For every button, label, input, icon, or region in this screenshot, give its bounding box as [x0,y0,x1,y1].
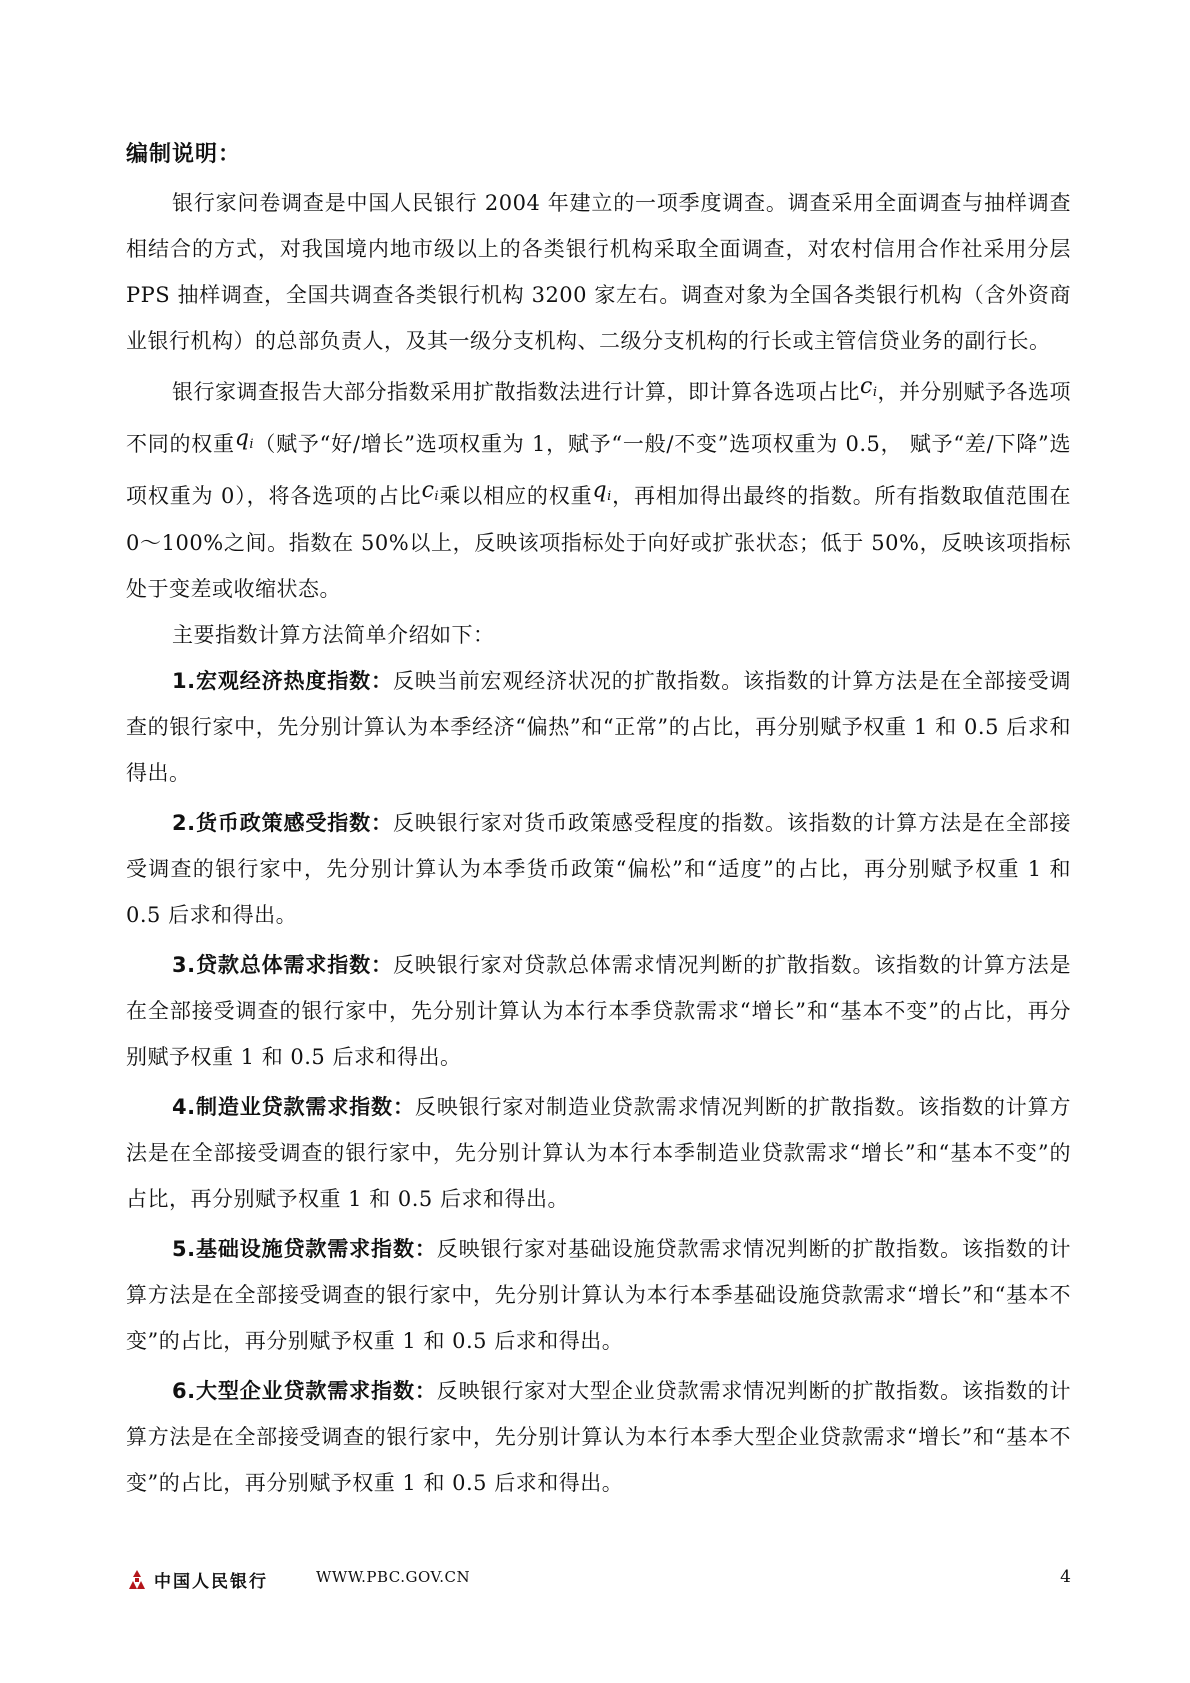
var-q: $q_i$ [234,426,255,452]
index-item-text: 反映银行家对货币政策感受程度的指数。该指数的计算方法是在全部接受调查的银行家中，先分别计算认为本季货币政策“偏松”和“适度”的占比，再分别赋予权重 1 和 0.5 后求和得出。 [126,811,1072,927]
index-item-title: 1.宏观经济热度指数： [172,669,393,693]
var-q-2: $q_i$ [592,478,612,504]
index-item-text: 反映银行家对贷款总体需求情况判断的扩散指数。该指数的计算方法是在全部接受调查的银行家中，先分别计算认为本行本季贷款需求“增长”和“基本不变”的占比，再分别赋予权重 1 和 0.5 后求和得出。 [126,953,1072,1069]
page-footer [126,1565,1071,1595]
footer-org-name: 中国人民银行 [154,1572,268,1592]
method-text-a: 银行家调查报告大部分指数采用扩散指数法进行计算，即计算各选项占比 [172,380,860,404]
index-item-title: 3.贷款总体需求指数： [172,953,393,977]
index-item-3 [126,942,1071,1080]
index-item-title: 6.大型企业贷款需求指数： [172,1379,437,1403]
index-item-4 [126,1084,1071,1222]
method-text-e: ，再相加得出最终的指数。所有指数取值范围在 0～100%之间。指数在 50%以上，反映该项指标处于向好或扩张状态；低于 50%，反映该项指标处于变差或收缩状态。 [126,484,1072,601]
index-item-text: 反映银行家对制造业贷款需求情况判断的扩散指数。该指数的计算方法是在全部接受调查的银行家中，先分别计算认为本行本季制造业贷款需求“增长”和“基本不变”的占比，再分别赋予权重 1 和 0.5 后求和得出。 [126,1095,1071,1211]
index-item-title: 4.制造业贷款需求指数： [172,1095,415,1119]
method-text-c: （赋予“好/增长”选项权重为 1，赋予“一般/不变”选项权重为 0.5， 赋予“差/下降”选项权重为 0），将各选项的占比 [126,432,1072,508]
intro-paragraph: 银行家问卷调查是中国人民银行 2004 年建立的一项季度调查。调查采用全面调查与抽样调查相结合的方式，对我国境内地市级以上的各类银行机构采取全面调查，对农村信用合作社采用分层PPS 抽样调查，全国共调查各类银行机构 3200 家左右。调查对象为全国各类银行机构（含外资商业银行机构）的总部负责人，及其一级分支机构、二级分支机构的行长或主管信贷业务的副行长。 [126,191,1071,353]
index-item-title: 5.基础设施贷款需求指数： [172,1237,437,1261]
pboc-logo-icon [126,1569,148,1591]
index-item-5 [126,1226,1071,1364]
section-title: 编制说明： [126,142,242,167]
var-c-2: $c_i$ [421,478,440,504]
page-number: 4 [1060,1567,1071,1587]
method-text-d: 乘以相应的权重 [439,484,593,508]
index-item-text: 反映当前宏观经济状况的扩散指数。该指数的计算方法是在全部接受调查的银行家中，先分别计算认为本季经济“偏热”和“正常”的占比，再分别赋予权重 1 和 0.5 后求和得出。 [126,669,1072,785]
index-item-6 [126,1368,1071,1506]
index-item-1 [126,658,1071,796]
footer-logo [126,1567,268,1592]
index-item-2 [126,800,1071,938]
var-c: $c_i$ [860,374,878,400]
intro-list-paragraph: 主要指数计算方法简单介绍如下： [172,623,495,647]
method-paragraph [126,364,1071,612]
index-item-text: 反映银行家对大型企业贷款需求情况判断的扩散指数。该指数的计算方法是在全部接受调查的银行家中，先分别计算认为本行本季大型企业贷款需求“增长”和“基本不变”的占比，再分别赋予权重 1 和 0.5 后求和得出。 [126,1379,1072,1495]
document-body [126,140,1071,1506]
index-item-title: 2.货币政策感受指数： [172,811,393,835]
footer-url[interactable]: WWW.PBC.GOV.CN [316,1568,471,1586]
index-item-text: 反映银行家对基础设施贷款需求情况判断的扩散指数。该指数的计算方法是在全部接受调查的银行家中，先分别计算认为本行本季基础设施贷款需求“增长”和“基本不变”的占比，再分别赋予权重 1 和 0.5 后求和得出。 [126,1237,1072,1353]
method-text-b: ，并分别赋予各选项不同的权重 [126,380,1071,456]
